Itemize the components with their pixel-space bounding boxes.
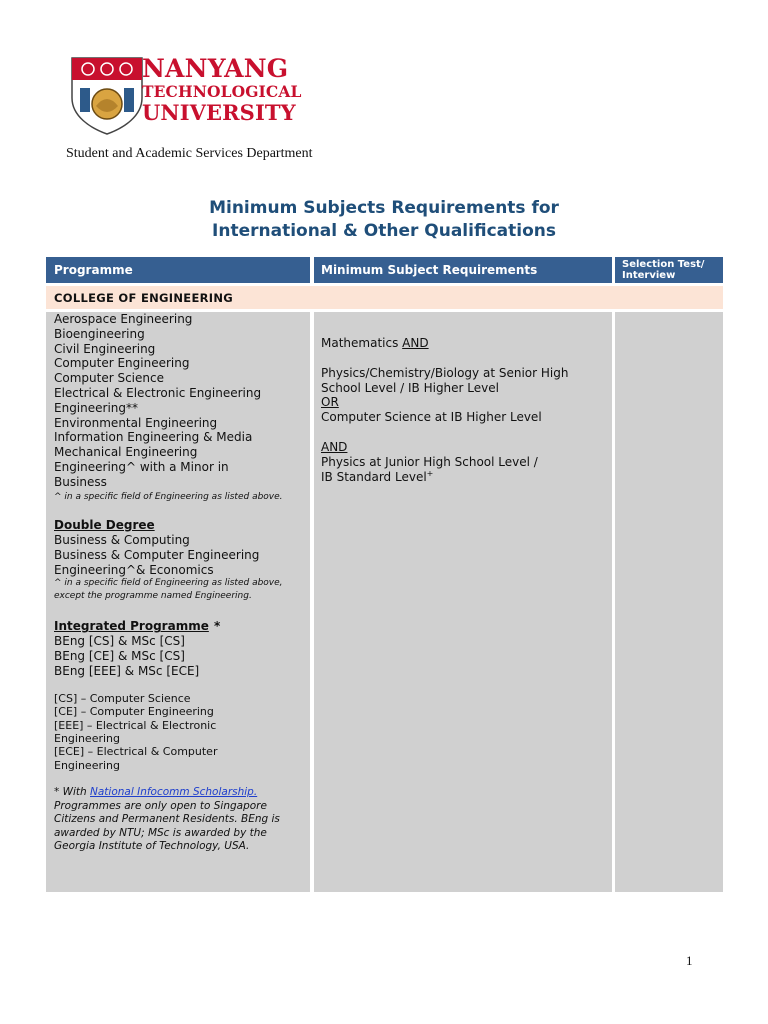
req-physics-1: Physics/Chemistry/Biology at Senior High: [321, 365, 569, 380]
logo-wordmark: [142, 56, 301, 123]
double-degree-heading: Double Degree: [54, 518, 155, 533]
req-and-2: AND: [321, 439, 348, 454]
college-row: COLLEGE OF ENGINEERING: [46, 286, 723, 309]
double-degree-item: Engineering^& Economics: [54, 562, 214, 577]
req-junior-marker: +: [426, 468, 434, 478]
abbreviation-item: [CS] – Computer Science: [54, 691, 191, 705]
integrated-heading-row: [54, 617, 306, 634]
programme-item: Electrical & Electronic Engineering: [54, 385, 262, 400]
double-degree-item: Business & Computer Engineering: [54, 547, 260, 562]
programme-note: ^ in a specific field of Engineering as listed above.: [54, 491, 283, 502]
programme-item: Computer Engineering: [54, 356, 190, 371]
logo-line-3: UNIVERSITY: [142, 99, 296, 125]
integrated-item: BEng [CE] & MSc [CS]: [54, 649, 185, 664]
department-name: Student and Academic Services Department: [66, 146, 313, 161]
req-math: Mathematics: [321, 336, 399, 350]
integrated-item: BEng [CS] & MSc [CS]: [54, 634, 185, 649]
footnote-rest: Programmes are only open to Singapore Citizens and Permanent Residents. BEng is awarded by NTU; MSc is awarded by the Georgia Institute of Technology, USA.: [54, 799, 280, 852]
programme-item: Aerospace Engineering: [54, 312, 193, 326]
header-programme: Programme: [46, 257, 310, 283]
ntu-logo: [54, 52, 300, 136]
req-cs: Computer Science at IB Higher Level: [321, 410, 542, 425]
req-or: OR: [321, 395, 339, 410]
integrated-item: BEng [EEE] & MSc [ECE]: [54, 664, 200, 679]
req-junior-1: Physics at Junior High School Level /: [321, 454, 538, 469]
programme-item: Civil Engineering: [54, 341, 156, 356]
header-selection: Selection Test/ Interview: [615, 257, 723, 283]
programme-item: Computer Science: [54, 371, 164, 386]
logo-line-1: NANYANG: [142, 54, 289, 83]
req-math-row: [321, 336, 606, 351]
programme-item: Information Engineering & Media: [54, 430, 253, 445]
selection-cell: [615, 312, 723, 892]
programme-item: Engineering**: [54, 400, 138, 415]
programme-item: Engineering^ with a Minor in Business: [54, 459, 229, 489]
programme-item: Environmental Engineering: [54, 415, 218, 430]
integrated-heading: Integrated Programme: [54, 619, 209, 634]
page-title: [0, 197, 768, 243]
header-requirements: Minimum Subject Requirements: [314, 257, 612, 283]
integrated-footnote: [54, 786, 296, 853]
double-degree-item: Business & Computing: [54, 533, 190, 548]
title-line-2: International & Other Qualifications: [212, 221, 556, 241]
title-line-1: Minimum Subjects Requirements for: [209, 198, 559, 218]
scholarship-link[interactable]: National Infocomm Scholarship.: [90, 786, 258, 799]
req-junior-2: IB Standard Level: [321, 469, 427, 484]
integrated-marker: *: [213, 619, 221, 634]
abbreviation-item: [CE] – Computer Engineering: [54, 705, 214, 719]
programme-cell: [46, 312, 310, 892]
abbreviation-item: [ECE] – Electrical & Computer Engineering: [54, 745, 218, 772]
page-number: 1: [686, 953, 693, 968]
footnote-prefix: * With: [54, 786, 90, 799]
requirements-cell: [314, 312, 612, 892]
abbreviation-item: [EEE] – Electrical & Electronic Engineering: [54, 718, 217, 746]
req-physics-2: School Level / IB Higher Level: [321, 380, 499, 395]
logo-line-2: TECHNOLOGICAL: [142, 82, 302, 101]
programme-item: Mechanical Engineering: [54, 445, 198, 460]
req-and-1: AND: [402, 336, 429, 350]
double-degree-note: ^ in a specific field of Engineering as listed above, except the programme named Engineering.: [54, 578, 283, 601]
programme-item: Bioengineering: [54, 326, 145, 341]
ntu-crest-lion-icon: [66, 54, 148, 136]
req-junior-row: [321, 470, 606, 485]
